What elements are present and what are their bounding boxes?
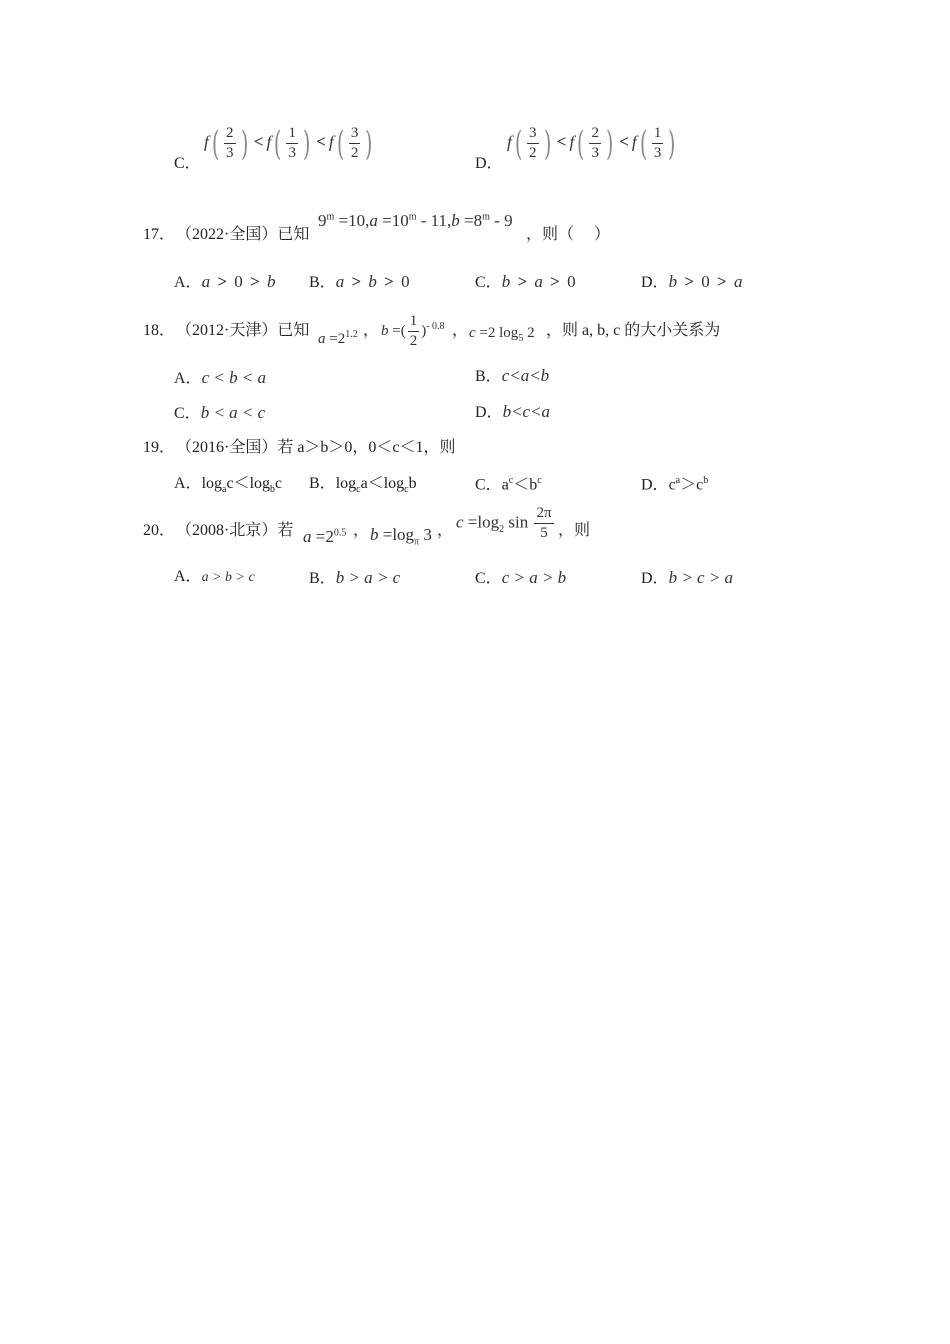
- q20-option-c[interactable]: C．c > a > b: [475, 568, 567, 587]
- q20-a-formula: $a =2^{0.5}$: [303, 527, 347, 546]
- question-stem-suffix: ，则 a, b, c 的大小关系为: [546, 322, 721, 339]
- fraction: $\frac{2\pi}{5}$: [536, 505, 552, 541]
- q20-c-formula: $c =\log_2$ sin $\frac{2\pi}{5}$: [456, 505, 552, 541]
- question-stem: （2016·全国）若 a＞b＞0，0＜c＜1，则: [176, 439, 456, 456]
- q19-option-b[interactable]: B．$\log_ca<\log_cb$: [309, 475, 417, 496]
- option-letter: C．: [174, 155, 201, 172]
- fraction: $\frac{2}{3}$: [591, 125, 599, 161]
- question-17: [143, 208, 843, 298]
- q17-option-a[interactable]: A．a > 0 > b: [174, 272, 276, 291]
- function-symbol: f: [507, 132, 512, 152]
- q18-option-a[interactable]: A．c < b < a: [174, 368, 267, 387]
- q18-a-formula: $a =2^{1.2}$: [318, 329, 358, 347]
- question-stem-suffix: ，则（ ）: [526, 226, 611, 243]
- question-18: 18． （2012·天津）已知 $a =2^{1.2}$ ， b =( $\frac{1}{2}$ )$^{- 0.8}$ ， c =2 $\log_5 2$ ，则 a, b, c 的大小关系为 A．c < b < a B．c<a<b C．b < a < c D．b<c<a: [143, 313, 721, 422]
- question-source: （2022·全国）已知: [176, 226, 310, 243]
- q20-option-b[interactable]: B．b > a > c: [309, 568, 401, 587]
- q17-option-c[interactable]: C．b > a > 0: [475, 272, 576, 291]
- fraction: $\frac{3}{2}$: [529, 125, 537, 161]
- q20-b-formula: $b =\log_\pi$ 3: [370, 525, 432, 548]
- q20-option-a[interactable]: A．a > b > c: [174, 568, 255, 585]
- option-letter: D．: [475, 155, 503, 172]
- question-number: 17．: [143, 226, 176, 243]
- fraction: $\frac{1}{2}$: [409, 313, 418, 349]
- q20-option-d[interactable]: D．b > c > a: [641, 568, 734, 587]
- fraction: $\frac{1}{3}$: [288, 125, 296, 161]
- q18-option-b[interactable]: B．c<a<b: [475, 366, 550, 385]
- q18-b-formula: b =( $\frac{1}{2}$ )$^{- 0.8}$: [381, 313, 445, 349]
- fraction: $\frac{1}{3}$: [653, 125, 662, 161]
- q18-option-c[interactable]: C．b < a < c: [174, 403, 266, 422]
- question-number: 20．: [143, 522, 176, 539]
- q18-c-formula: c =2 $\log_5 2$: [469, 325, 535, 344]
- question-20: 20． （2008·北京）若 $a =2^{0.5}$ ， $b =\log_\pi$ 3 ， $c =\log_2$ sin $\frac{2\pi}{5}$ ，则 A．a > b > c B．b > a > c C．c > a > b D．b > c > a: [143, 505, 734, 587]
- q17-option-b[interactable]: B．a > b > 0: [309, 272, 410, 291]
- q19-option-d[interactable]: D．$c^a>c^b$: [641, 475, 709, 494]
- question-source: （2012·天津）已知: [176, 322, 310, 339]
- fraction: $\frac{3}{2}$: [350, 125, 359, 161]
- q18-option-d[interactable]: D．b<c<a: [475, 402, 551, 421]
- question-stem-suffix: ，则: [558, 522, 591, 539]
- q19-option-c[interactable]: C．$a^c<b^c$: [475, 475, 542, 494]
- q19-option-a[interactable]: A．$\log_ac<\log_bc$: [174, 475, 283, 496]
- question-source: （2008·北京）若: [176, 522, 294, 539]
- q16-option-c-formula: f( $\frac{2}{3}$ ) < f( $\frac{1}{3}$ ) < f( $\frac{3}{2}$ ): [204, 123, 373, 164]
- question-number: 19．: [143, 439, 176, 456]
- q17-option-d[interactable]: D．b > 0 > a: [641, 272, 743, 291]
- question-number: 18．: [143, 322, 176, 339]
- question-19: [143, 440, 843, 500]
- function-symbol: f: [204, 132, 209, 152]
- q17-condition-formula: $9^m =10,a =10^m - 11,b =8^m - 9$: [318, 211, 513, 230]
- fraction: $\frac{2}{3}$: [226, 125, 234, 161]
- q16-option-d-formula: f( $\frac{3}{2}$ ) < f( $\frac{2}{3}$ ) < f( $\frac{1}{3}$ ): [507, 123, 676, 164]
